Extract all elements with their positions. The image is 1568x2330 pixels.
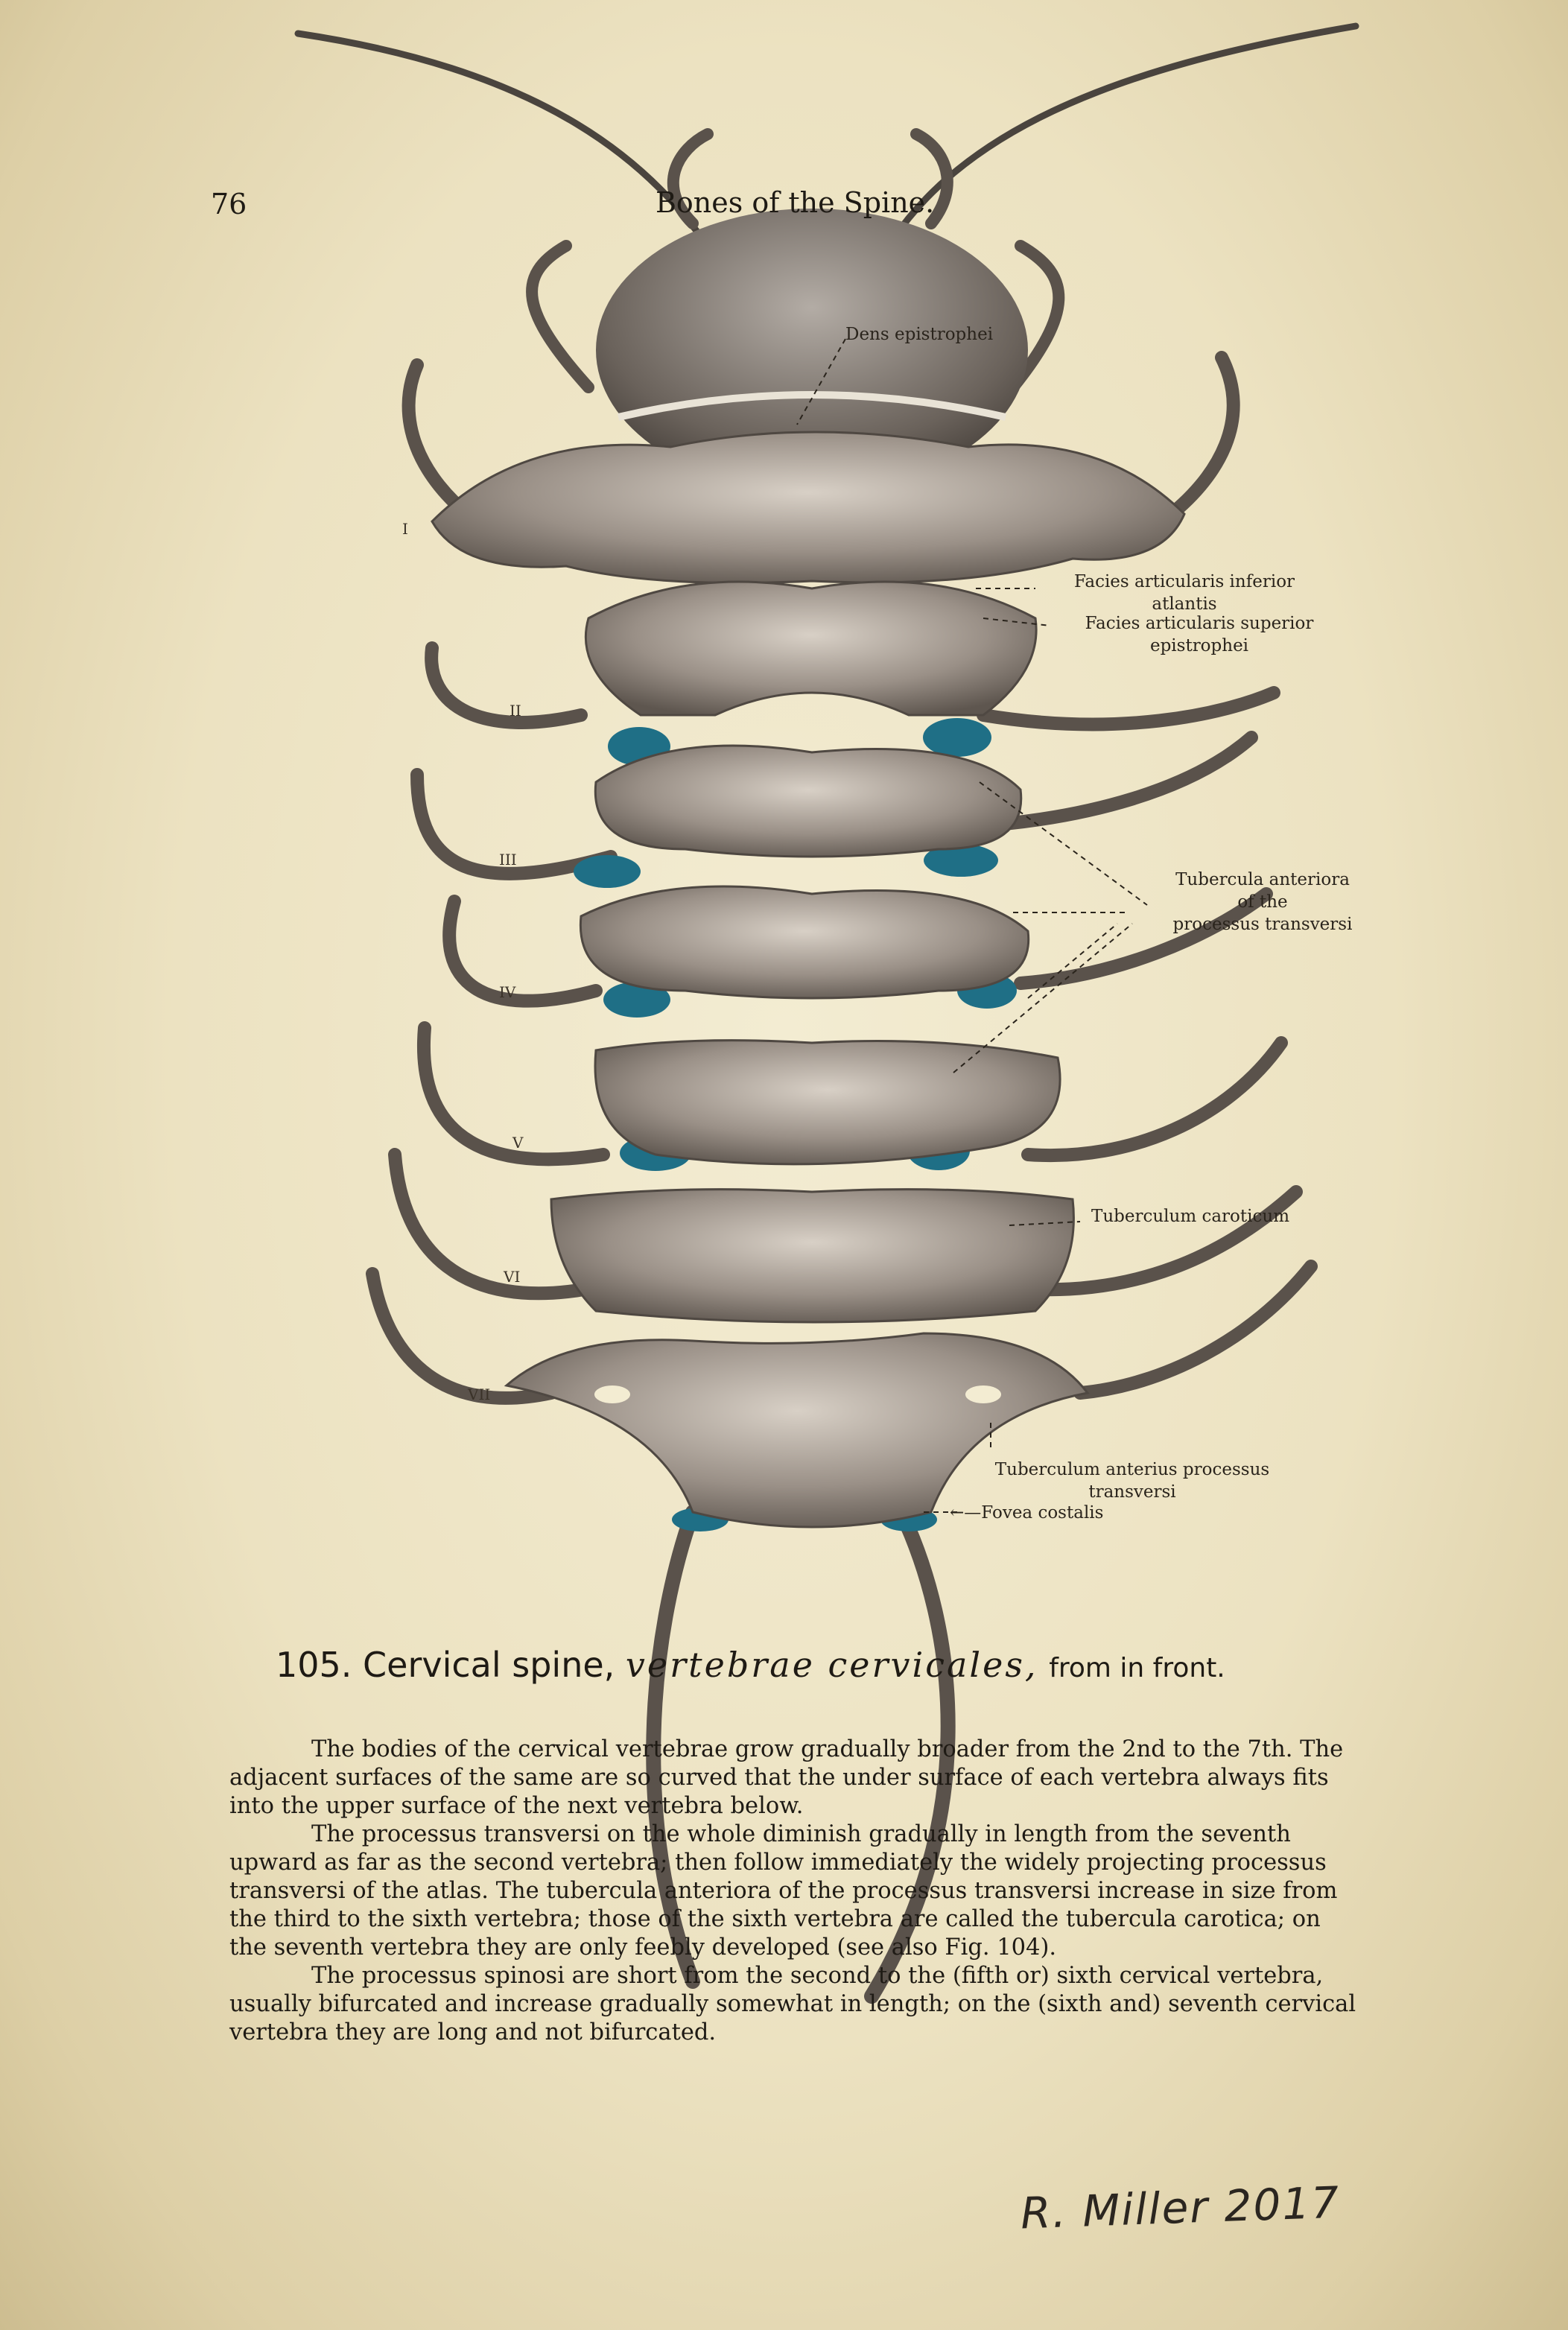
body-line: The processus transversi on the whole diminish gradually in length from the seventh — [311, 1821, 1291, 1847]
body-line: The processus spinosi are short from the second to the (fifth or) sixth cervical vertebra, — [311, 1963, 1324, 1989]
label-tubercula-anteriora — [1140, 869, 1386, 936]
page-number: 76 — [211, 188, 247, 220]
body-line: transversi of the atlas. The tubercula anteriora of the processus transversi increase in size from — [229, 1878, 1338, 1904]
label-line: transversi — [1088, 1482, 1176, 1502]
numeral-vi: VI — [504, 1268, 521, 1286]
label-fovea-costalis: ←—Fovea costalis — [950, 1503, 1104, 1523]
numeral-iii: III — [499, 851, 517, 869]
numeral-i: I — [402, 520, 408, 538]
figure-caption — [276, 1645, 1225, 1685]
label-dens: Dens epistrophei — [845, 325, 994, 344]
label-line: Tuberculum anterius processus — [994, 1460, 1270, 1479]
numeral-ii: II — [510, 702, 521, 720]
label-line: Tubercula anteriora — [1175, 870, 1350, 889]
label-line: Facies articularis inferior — [1073, 572, 1295, 591]
body-line: the third to the sixth vertebra; those of the sixth vertebra are called the tubercula carotica; on — [229, 1906, 1321, 1932]
caption-number: 105. Cervical spine, — [276, 1645, 615, 1685]
label-line: epistrophei — [1149, 636, 1249, 655]
label-line: Fovea costalis — [981, 1503, 1104, 1523]
body-line: the seventh vertebra they are only feebly developed (see also Fig. 104). — [229, 1934, 1057, 1961]
segment-iii — [595, 746, 1021, 857]
segment-vi — [551, 1190, 1073, 1322]
segment-atlas — [432, 432, 1184, 583]
body-line: adjacent surfaces of the same are so curved that the under surface of each vertebra always fits — [229, 1765, 1329, 1791]
body-line: usually bifurcated and increase gradually somewhat in length; on the (sixth and) seventh cervical — [229, 1991, 1356, 2017]
body-line: into the upper surface of the next vertebra below. — [229, 1793, 804, 1819]
body-line: vertebra they are long and not bifurcated. — [229, 2019, 717, 2045]
numeral-vii: VII — [468, 1385, 491, 1403]
label-line: Facies articularis superior — [1085, 614, 1314, 633]
label-line: processus transversi — [1172, 915, 1353, 934]
label-tuberculum-anterius — [972, 1458, 1292, 1503]
label-line: atlantis — [1152, 594, 1217, 614]
numeral-iv: IV — [499, 983, 516, 1001]
segment-axis — [585, 582, 1036, 715]
segment-v — [595, 1041, 1060, 1164]
label-facies-superior — [1058, 612, 1341, 657]
segment-iv — [580, 886, 1028, 998]
numeral-v: V — [512, 1134, 524, 1152]
body-line: The bodies of the cervical vertebrae grow gradually broader from the 2nd to the 7th. The — [311, 1736, 1344, 1762]
label-facies-inferior — [1043, 571, 1326, 615]
label-tuberculum-caroticum: Tuberculum caroticum — [1091, 1207, 1290, 1226]
label-line: of the — [1237, 892, 1288, 912]
caption-latin: vertebrae cervicales, — [625, 1645, 1038, 1685]
caption-tail: from in front. — [1049, 1653, 1225, 1683]
artist-signature: R. Miller 2017 — [1019, 2177, 1342, 2239]
body-line: upward as far as the second vertebra; then follow immediately the widely projecting processus — [229, 1850, 1327, 1876]
running-head: Bones of the Spine. — [656, 186, 935, 219]
